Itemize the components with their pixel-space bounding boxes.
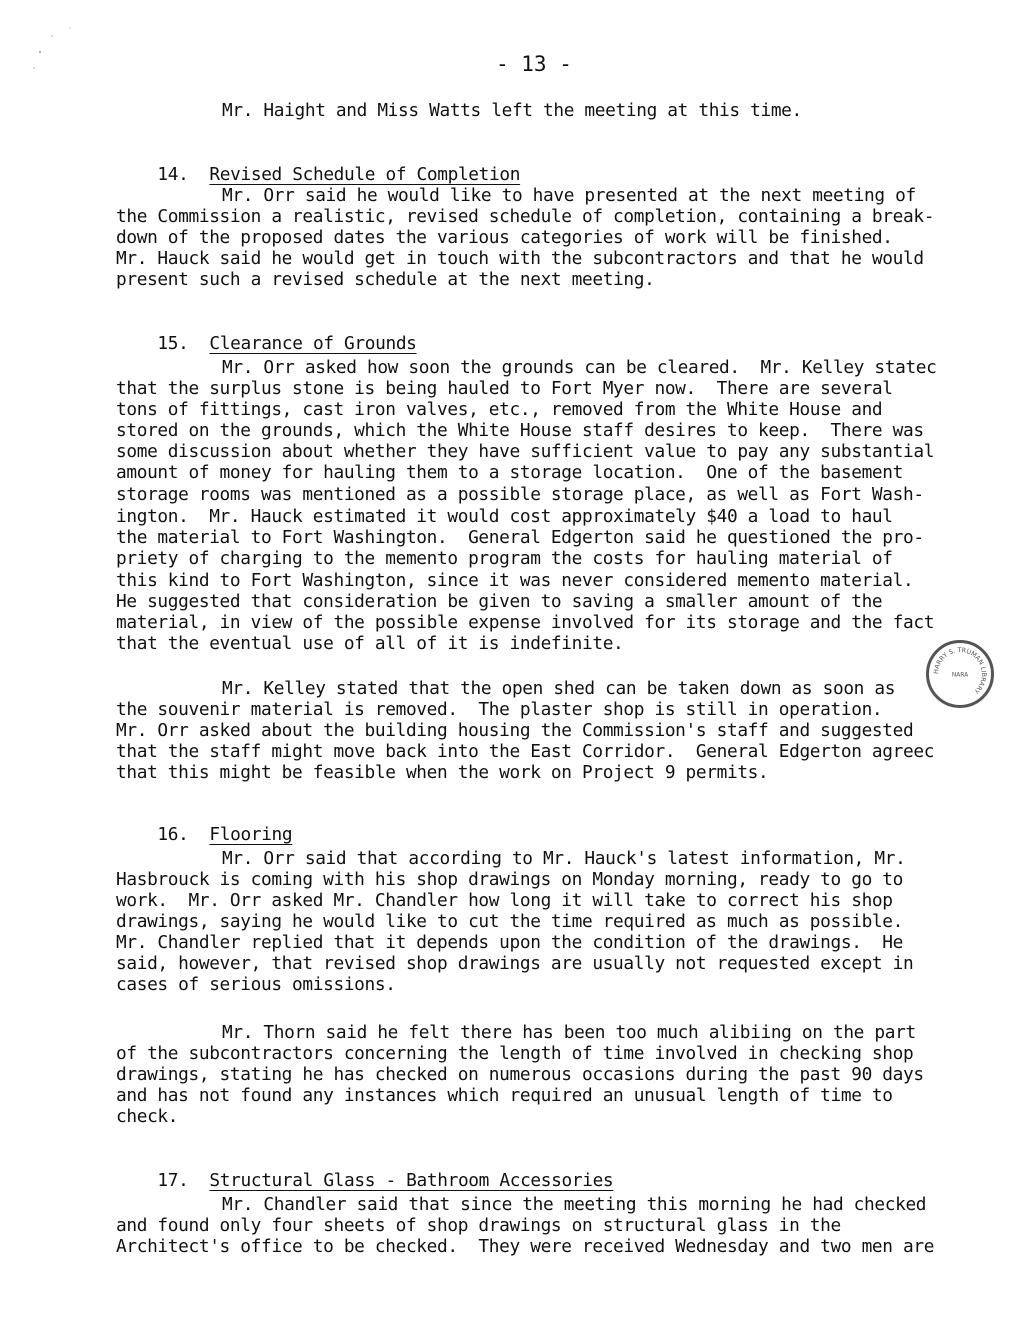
body-line: that the surplus stone is being hauled to Fort Myer now. There are several: [116, 378, 893, 399]
body-line: priety of charging to the memento program the costs for hauling material of: [116, 548, 893, 569]
body-line: Hasbrouck is coming with his shop drawings on Monday morning, ready to go to: [116, 869, 903, 890]
stamp-center-text: NARA: [951, 672, 969, 679]
stamp-ring-text: HARRY S. TRUMAN LIBRARY: [932, 646, 988, 696]
body-line: Mr. Chandler replied that it depends upon the condition of the drawings. He: [116, 932, 903, 953]
body-line: the Commission a realistic, revised schedule of completion, containing a break-: [116, 206, 935, 227]
body-line: ington. Mr. Hauck estimated it would cost approximately $40 a load to haul: [116, 506, 893, 527]
body-line: and found only four sheets of shop drawings on structural glass in the: [116, 1215, 841, 1236]
body-line: Architect's office to be checked. They were received Wednesday and two men are: [116, 1236, 935, 1257]
stamp-ring: [929, 643, 991, 705]
body-line: Mr. Orr asked how soon the grounds can be cleared. Mr. Kelley statec: [222, 357, 937, 378]
body-line: Mr. Thorn said he felt there has been too much alibiing on the part: [222, 1022, 916, 1043]
body-line: some discussion about whether they have sufficient value to pay any substantial: [116, 441, 935, 462]
body-line: Mr. Orr said that according to Mr. Hauck's latest information, Mr.: [222, 848, 906, 869]
body-line: that this might be feasible when the work on Project 9 permits.: [116, 762, 769, 783]
body-line: down of the proposed dates the various categories of work will be finished.: [116, 227, 893, 248]
body-line: said, however, that revised shop drawings are usually not requested except in: [116, 953, 914, 974]
body-line: of the subcontractors concerning the length of time involved in checking shop: [116, 1043, 914, 1064]
section-number: 17.: [157, 1170, 189, 1191]
section-title: Clearance of Grounds: [209, 333, 417, 354]
body-line: Mr. Chandler said that since the meeting this morning he had checked: [222, 1194, 927, 1215]
body-line: cases of serious omissions.: [116, 974, 396, 995]
body-line: drawings, stating he has checked on numerous occasions during the past 90 days: [116, 1064, 924, 1085]
body-line: material, in view of the possible expense involved for its storage and the fact: [116, 612, 935, 633]
body-line: the material to Fort Washington. General Edgerton said he questioned the pro-: [116, 527, 924, 548]
body-line: storage rooms was mentioned as a possible storage place, as well as Fort Wash-: [116, 484, 924, 505]
section-number: 14.: [157, 164, 189, 185]
body-line: present such a revised schedule at the next meeting.: [116, 269, 655, 290]
section-title: Flooring: [209, 824, 293, 845]
body-line: He suggested that consideration be given to saving a smaller amount of the: [116, 591, 883, 612]
intro-line: Mr. Haight and Miss Watts left the meeting at this time.: [222, 100, 802, 121]
body-line: drawings, saying he would like to cut the time required as much as possible.: [116, 911, 903, 932]
paper-specks: [30, 22, 90, 82]
body-line: that the eventual use of all of it is indefinite.: [116, 633, 624, 654]
body-line: amount of money for hauling them to a storage location. One of the basement: [116, 462, 903, 483]
library-stamp: [926, 640, 994, 708]
body-line: that the staff might move back into the East Corridor. General Edgerton agreec: [116, 741, 935, 762]
body-line: Mr. Hauck said he would get in touch with the subcontractors and that he would: [116, 248, 924, 269]
body-line: stored on the grounds, which the White House staff desires to keep. There was: [116, 420, 924, 441]
section-title: Revised Schedule of Completion: [209, 164, 521, 185]
body-line: Mr. Orr asked about the building housing the Commission's staff and suggested: [116, 720, 914, 741]
section-number: 15.: [157, 333, 189, 354]
body-line: check.: [116, 1106, 179, 1127]
body-line: the souvenir material is removed. The plaster shop is still in operation.: [116, 699, 883, 720]
body-line: tons of fittings, cast iron valves, etc., removed from the White House and: [116, 399, 883, 420]
section-title: Structural Glass - Bathroom Accessories: [209, 1170, 614, 1191]
body-line: work. Mr. Orr asked Mr. Chandler how long it will take to correct his shop: [116, 890, 893, 911]
body-line: and has not found any instances which required an unusual length of time to: [116, 1085, 893, 1106]
section-number: 16.: [157, 824, 189, 845]
body-line: this kind to Fort Washington, since it was never considered memento material.: [116, 570, 914, 591]
body-line: Mr. Orr said he would like to have presented at the next meeting of: [222, 185, 916, 206]
page-number: - 13 -: [496, 52, 572, 76]
body-line: Mr. Kelley stated that the open shed can be taken down as soon as: [222, 678, 896, 699]
